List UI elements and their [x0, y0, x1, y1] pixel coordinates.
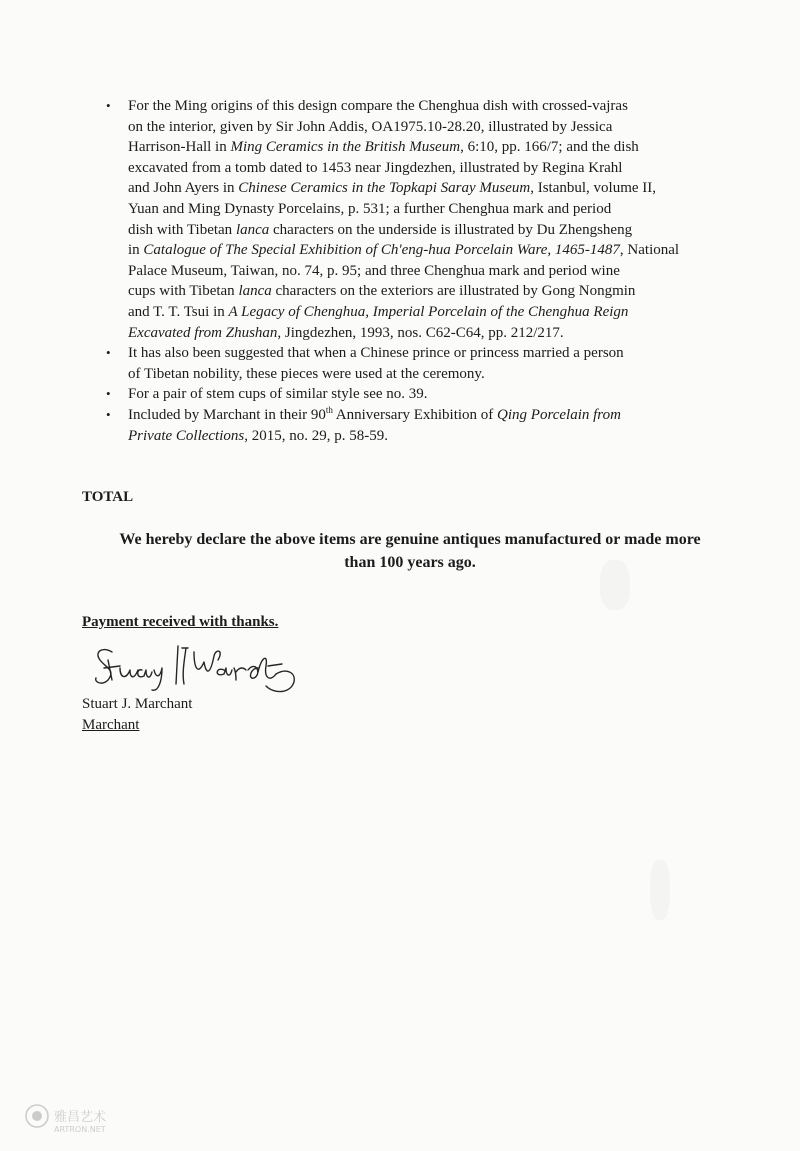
watermark-site: ARTRON.NET [54, 1125, 106, 1134]
declaration-line: We hereby declare the above items are genuine antiques manufactured or made more [119, 531, 701, 548]
watermark-name: 雅昌艺术 [54, 1110, 107, 1125]
bullet-dot-icon: • [106, 98, 111, 113]
italic-title: lanca [238, 283, 272, 300]
antiques-declaration [70, 528, 750, 574]
total-label: TOTAL [82, 489, 134, 505]
italic-title: Excavated from Zhushan [128, 324, 278, 341]
bullet-line [128, 220, 706, 241]
text-run: cups with Tibetan [128, 283, 239, 300]
text-run: , 2015, no. 29, p. 58-59. [244, 427, 388, 444]
bullet-item [106, 384, 706, 405]
text-run: on the interior, given by Sir John Addis, OA1975.10-28.20, illustrated by Jessica [128, 118, 613, 135]
notes-bullet-list [106, 96, 706, 446]
bullet-line [128, 117, 706, 138]
bullet-item [106, 343, 706, 384]
signatory-name: Stuart J. Marchant [82, 696, 193, 712]
bullet-line [128, 199, 706, 220]
artron-logo-icon [24, 1103, 50, 1129]
italic-title: Chinese Ceramics in the Topkapi Saray Museum [238, 180, 531, 197]
italic-title: Private Collections [128, 427, 245, 444]
text-run: and John Ayers in [128, 180, 239, 197]
text-run: , Jingdezhen, 1993, nos. C62-C64, pp. 212/217. [277, 324, 564, 341]
text-run: in [128, 242, 144, 259]
signatory-company: Marchant [82, 717, 140, 733]
text-run: characters on the exteriors are illustrated by Gong Nongmin [271, 283, 636, 300]
text-run: Harrison-Hall in [128, 139, 231, 156]
ordinal-suffix: th [325, 404, 333, 415]
text-run: , 6:10, pp. 166/7; and the dish [460, 139, 639, 156]
bullet-line [128, 261, 706, 282]
italic-title: lanca [235, 221, 270, 238]
paper-smudge [650, 860, 670, 920]
bullet-item [106, 96, 706, 343]
bullet-line [128, 343, 706, 364]
bullet-line [128, 426, 706, 447]
bullet-dot-icon: • [106, 386, 111, 402]
payment-received-note: Payment received with thanks. [82, 614, 279, 630]
text-run: Palace Museum, Taiwan, no. 74, p. 95; and three Chenghua mark and period wine [128, 262, 620, 279]
bullet-dot-icon: • [106, 406, 111, 422]
declaration-line: than 100 years ago. [344, 554, 476, 571]
text-run: of Tibetan nobility, these pieces were used at the ceremony. [128, 365, 485, 382]
text-run: characters on the underside is illustrated by Du Zhengsheng [269, 221, 633, 238]
bullet-line [128, 137, 706, 158]
bullet-line [128, 96, 706, 117]
bullet-line [128, 178, 706, 199]
bullet-line [128, 364, 706, 385]
text-run: For the Ming origins of this design compare the Chenghua dish with crossed-vajras [128, 98, 628, 114]
bullet-dot-icon: • [106, 345, 111, 361]
bullet-line [128, 384, 706, 405]
text-run: Anniversary Exhibition of [332, 406, 498, 423]
bullet-line [128, 323, 706, 344]
bullet-line [128, 240, 706, 261]
italic-title: A Legacy of Chenghua, Imperial Porcelain of the Chenghua Reign [228, 303, 629, 320]
text-run: dish with Tibetan [128, 221, 236, 238]
text-run: For a pair of stem cups of similar style see no. 39. [128, 386, 428, 403]
bullet-item [106, 405, 706, 446]
italic-title: Ming Ceramics in the British Museum [230, 139, 461, 156]
text-run: excavated from a tomb dated to 1453 near Jingdezhen, illustrated by Regina Krahl [128, 159, 623, 176]
bullet-line [128, 302, 706, 323]
text-run: It has also been suggested that when a Chinese prince or princess married a person [128, 345, 624, 362]
bullet-line [128, 158, 706, 179]
artron-watermark [24, 1103, 134, 1141]
italic-title: Catalogue of The Special Exhibition of Ch'eng-hua Porcelain Ware, 1465-1487 [143, 242, 620, 259]
text-run: , National [619, 242, 680, 259]
handwritten-signature [90, 638, 305, 700]
bullet-line [128, 281, 706, 302]
text-run: and T. T. Tsui in [128, 303, 229, 320]
italic-title: Qing Porcelain from [497, 406, 621, 423]
text-run: Yuan and Ming Dynasty Porcelains, p. 531; a further Chenghua mark and period [128, 200, 612, 217]
text-run: Included by Marchant in their 90 [128, 406, 326, 423]
text-run: , Istanbul, volume II, [530, 180, 657, 197]
bullet-line [128, 405, 706, 426]
